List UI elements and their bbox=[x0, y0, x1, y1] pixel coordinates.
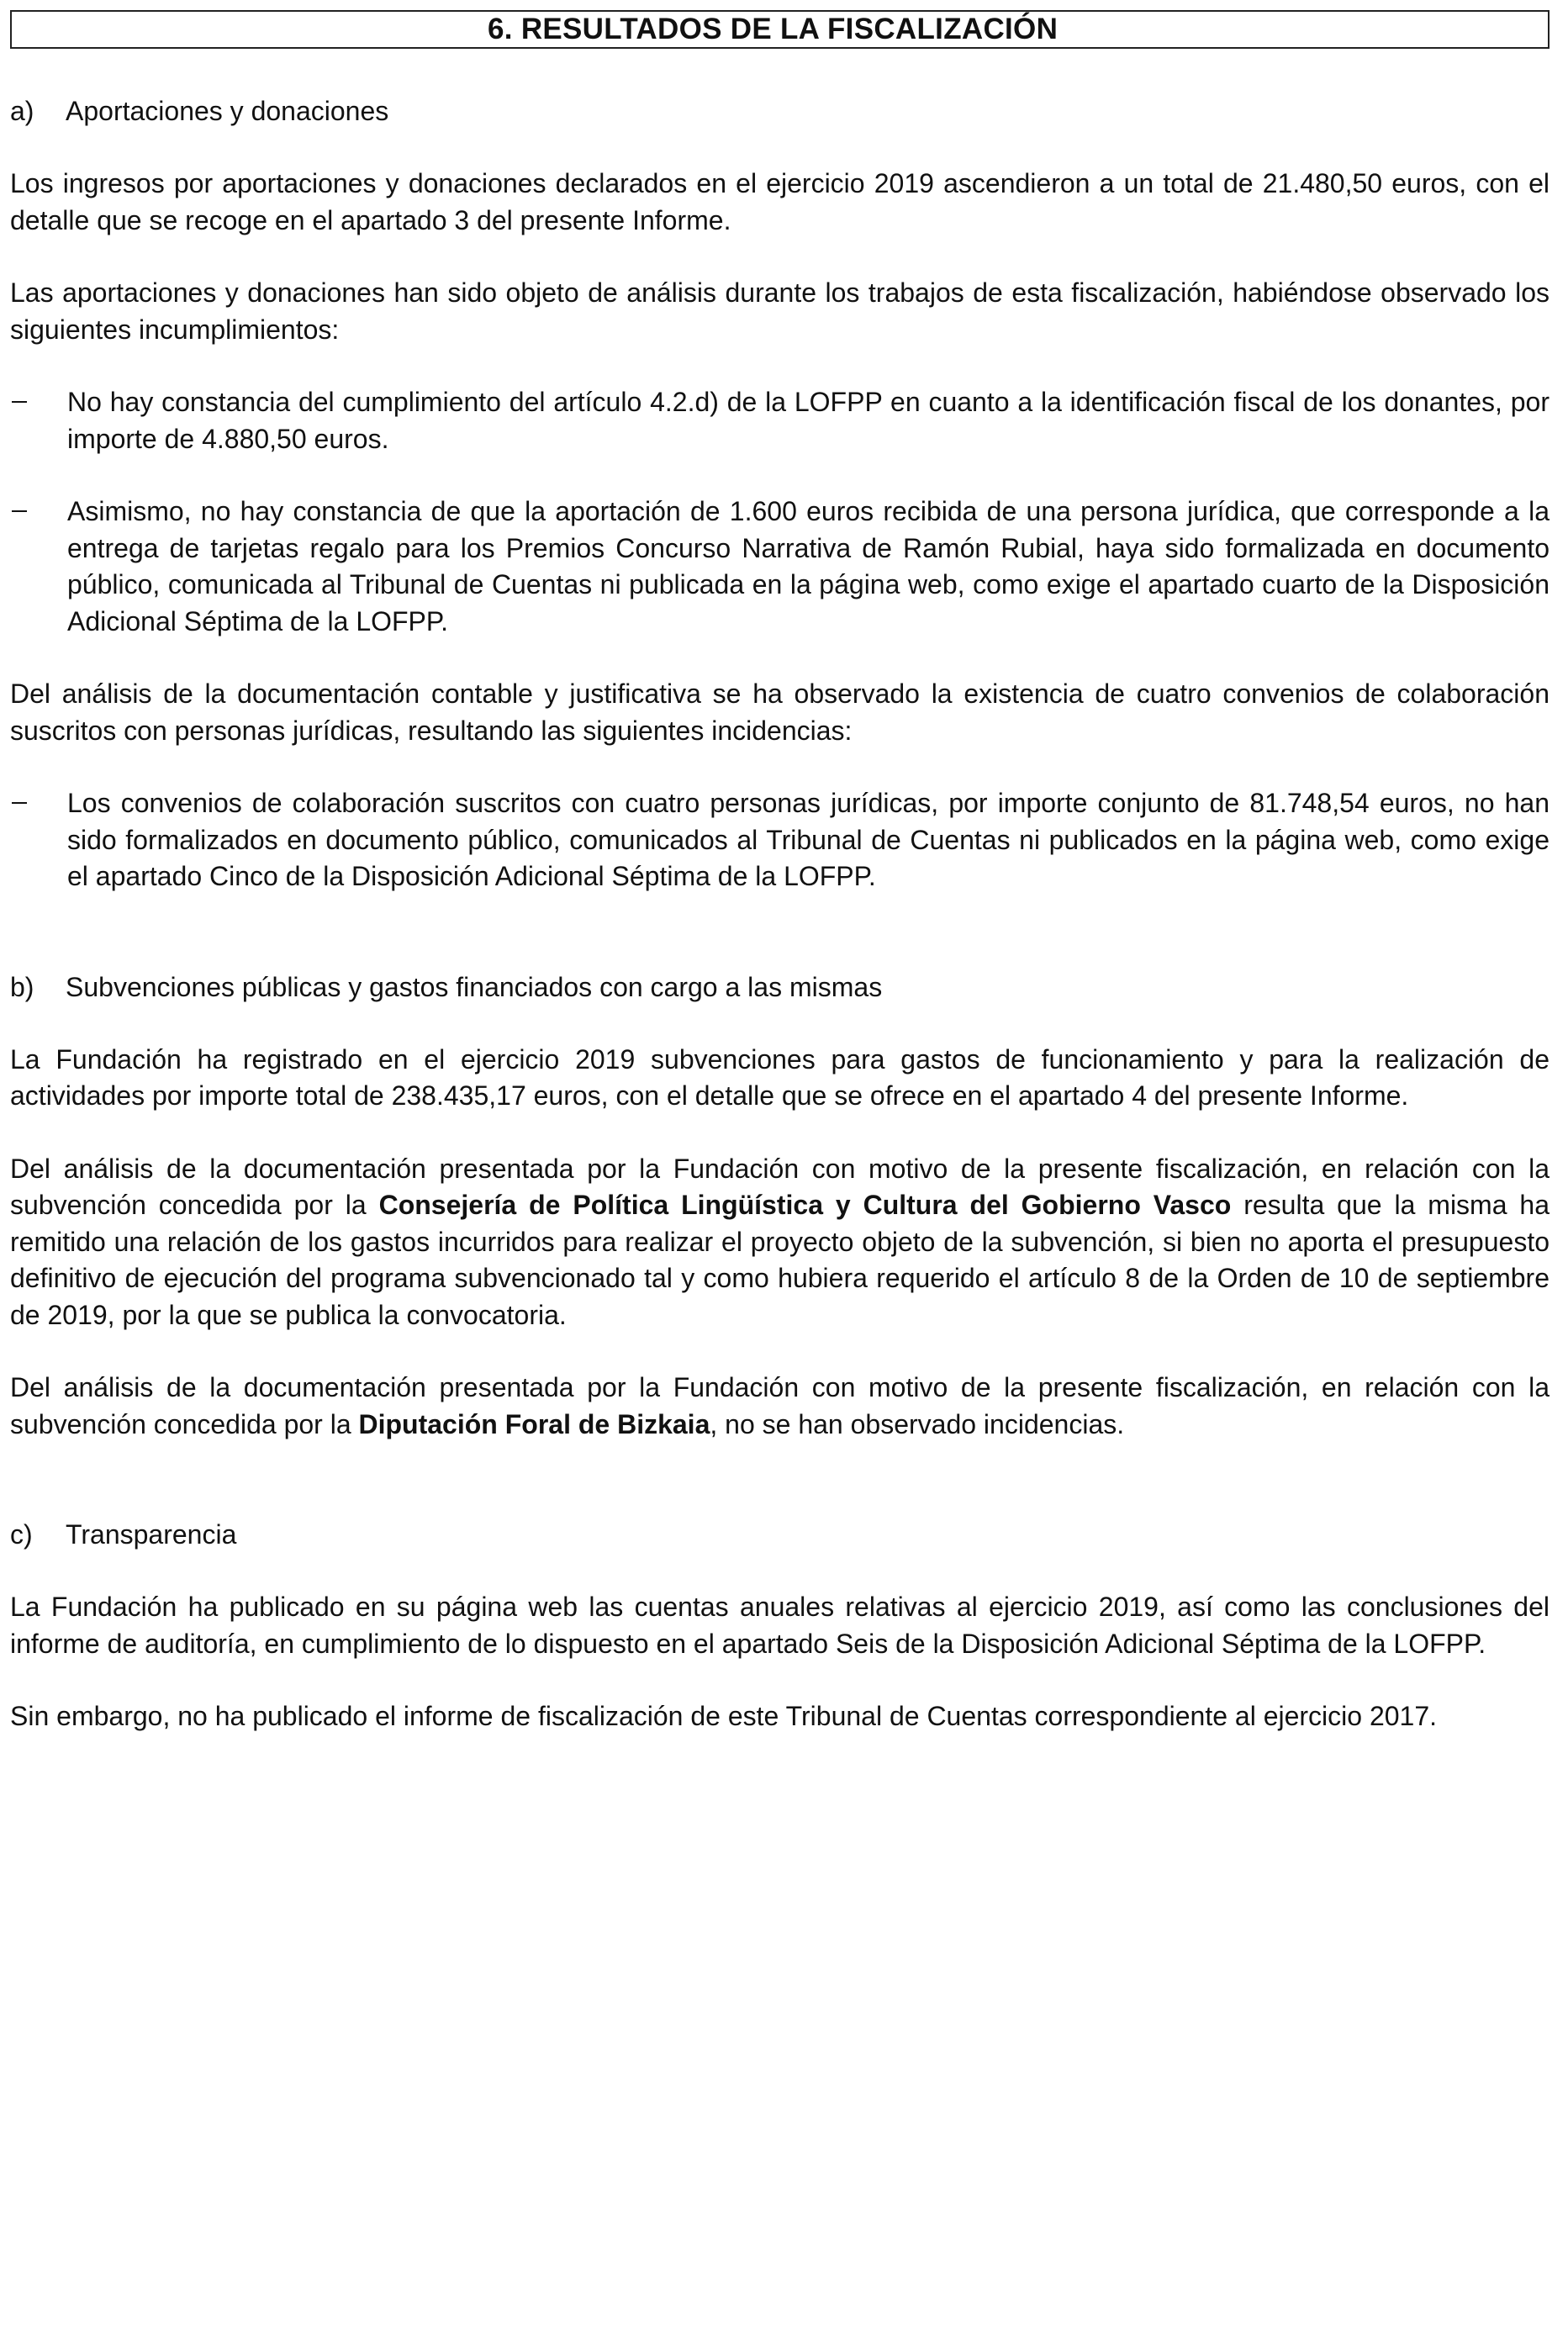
section-b-p2-entity: Consejería de Política Lingüística y Cultura del Gobierno Vasco bbox=[378, 1190, 1232, 1220]
section-a-paragraph-1: Los ingresos por aportaciones y donaciones declarados en el ejercicio 2019 ascendieron a un total de 21.480,50 euros, con el detalle que se recoge en el apartado 3 del presente Informe. bbox=[10, 168, 1550, 235]
section-b-paragraph-1: La Fundación ha registrado en el ejercicio 2019 subvenciones para gastos de funcionamiento y para la realización de actividades por importe total de 238.435,17 euros, con el detalle que se ofrece en el apartado 4 del presente Informe. bbox=[10, 1043, 1550, 1111]
list-item bbox=[10, 384, 1550, 457]
section-c-letter: c) bbox=[10, 1519, 33, 1550]
section-b-paragraph-3 bbox=[10, 1370, 1550, 1443]
section-b-paragraph-2 bbox=[10, 1151, 1550, 1334]
list-item bbox=[10, 785, 1550, 895]
section-b-title: Subvenciones públicas y gastos financiados con cargo a las mismas bbox=[66, 971, 883, 1002]
section-b-letter: b) bbox=[10, 971, 34, 1002]
section-a-paragraph-3: Del análisis de la documentación contable y justificativa se ha observado la existencia de cuatro convenios de colaboración suscritos con personas jurídicas, resultando las siguientes incidencias: bbox=[10, 679, 1550, 746]
section-a-paragraph-2: Las aportaciones y donaciones han sido objeto de análisis durante los trabajos de esta fiscalización, habiéndose observado los siguientes incumplimientos: bbox=[10, 277, 1550, 345]
dash-bullet-icon bbox=[10, 494, 67, 640]
document-page bbox=[10, 10, 1550, 1735]
section-c-paragraph-2: Sin embargo, no ha publicado el informe de fiscalización de este Tribunal de Cuentas correspondiente al ejercicio 2017. bbox=[10, 1701, 1438, 1731]
section-b-p2-rest: resulta que la misma ha remitido una relación de los gastos incurridos para realizar el proyecto objeto de la subvención, si bien no aporta el presupuesto definitivo de ejecución del programa subvencionado tal y como hubiera requerido el artículo 8 de la Orden de 10 de septiembre de 2019, por la que se publica la convocatoria. bbox=[10, 1190, 1550, 1330]
section-c-title: Transparencia bbox=[66, 1519, 237, 1550]
dash-bullet-icon bbox=[10, 785, 67, 895]
list-item bbox=[10, 494, 1550, 640]
section-b-p2-text: Del análisis de la documentación presentada por la Fundación con motivo de la presente fiscalización, en relación con la subvención concedida por la bbox=[10, 1153, 1550, 1220]
section-b-p3-text: Del análisis de la documentación presentada por la Fundación con motivo de la presente fiscalización, en relación con la subvención concedida por la bbox=[10, 1372, 1550, 1439]
section-b-p3-entity: Diputación Foral de Bizkaia bbox=[358, 1408, 710, 1439]
dash-bullet-icon bbox=[10, 384, 67, 457]
page-title: 6. RESULTADOS DE LA FISCALIZACIÓN bbox=[488, 13, 1059, 45]
section-b-heading bbox=[10, 969, 1550, 1006]
section-b-p3-rest: , no se han observado incidencias. bbox=[710, 1408, 1125, 1439]
section-a-title: Aportaciones y donaciones bbox=[66, 96, 389, 126]
section-c-paragraph-1: La Fundación ha publicado en su página web las cuentas anuales relativas al ejercicio 2019, así como las conclusiones del informe de auditoría, en cumplimiento de lo dispuesto en el apartado Seis de la Disposición Adicional Séptima de la LOFPP. bbox=[10, 1592, 1550, 1659]
title-box bbox=[10, 10, 1550, 49]
list-item-text: No hay constancia del cumplimiento del artículo 4.2.d) de la LOFPP en cuanto a la identificación fiscal de los donantes, por importe de 4.880,50 euros. bbox=[67, 387, 1550, 454]
list-item-text: Los convenios de colaboración suscritos con cuatro personas jurídicas, por importe conjunto de 81.748,54 euros, no han sido formalizados en documento público, comunicados al Tribunal de Cuentas ni publicados en la página web, como exige el apartado Cinco de la Disposición Adicional Séptima de la LOFPP. bbox=[67, 788, 1550, 891]
section-a-letter: a) bbox=[10, 96, 34, 126]
section-c-heading bbox=[10, 1516, 1550, 1553]
section-a-heading bbox=[10, 92, 1550, 129]
list-item-text: Asimismo, no hay constancia de que la aportación de 1.600 euros recibida de una persona jurídica, que corresponde a la entrega de tarjetas regalo para los Premios Concurso Narrativa de Ramón Rubial, haya sido formalizada en documento público, comunicada al Tribunal de Cuentas ni publicada en la página web, como exige el apartado cuarto de la Disposición Adicional Séptima de la LOFPP. bbox=[67, 496, 1550, 636]
